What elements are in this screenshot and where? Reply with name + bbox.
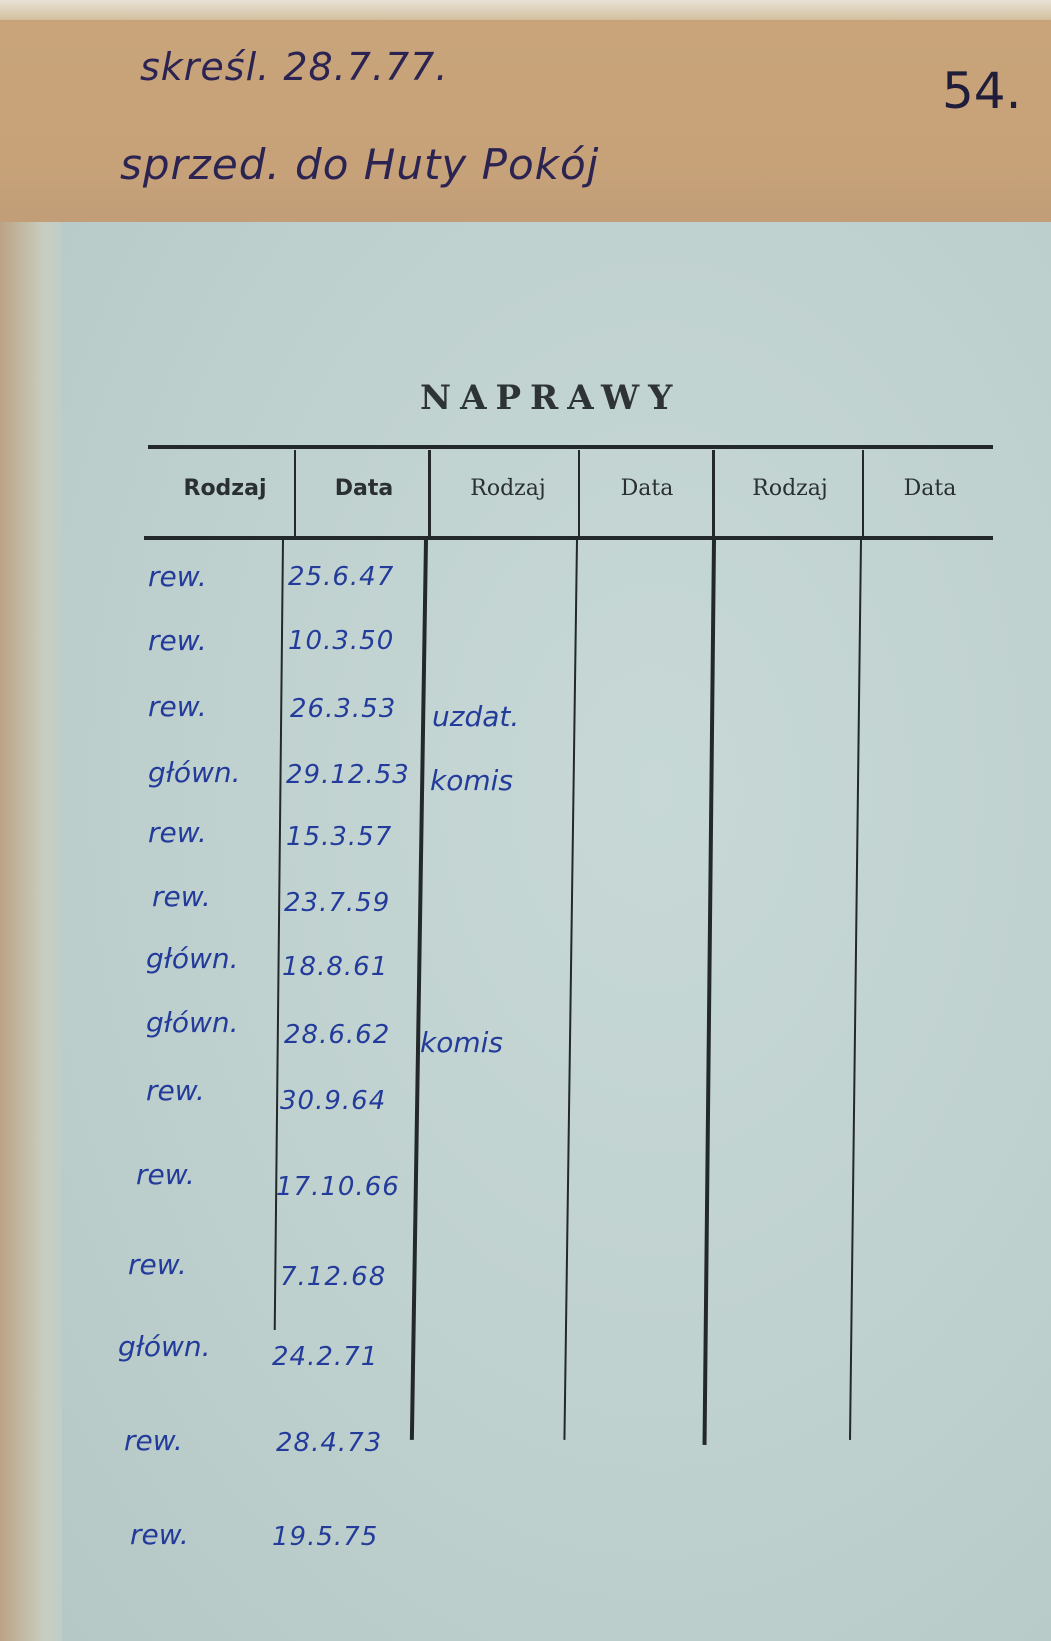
table-header-rule bbox=[144, 536, 993, 540]
column-divider-2 bbox=[428, 450, 431, 536]
row-10-kind: rew. bbox=[136, 1158, 195, 1191]
row-11-kind: rew. bbox=[128, 1248, 187, 1281]
table-top-rule bbox=[148, 445, 993, 449]
row-6-date: 23.7.59 bbox=[284, 888, 391, 918]
row-12-kind: główn. bbox=[118, 1330, 211, 1363]
row-4-kind2: komis bbox=[430, 764, 513, 797]
row-3-kind: rew. bbox=[148, 690, 207, 723]
row-2-kind: rew. bbox=[148, 624, 207, 657]
column-divider-5 bbox=[862, 450, 864, 536]
column-header-kind-3: Rodzaj bbox=[752, 476, 828, 501]
column-divider-1 bbox=[294, 450, 296, 536]
column-header-date-2: Data bbox=[620, 476, 674, 501]
column-divider-3 bbox=[578, 450, 580, 536]
row-8-date: 28.6.62 bbox=[284, 1020, 391, 1050]
row-9-kind: rew. bbox=[146, 1074, 205, 1107]
row-5-date: 15.3.57 bbox=[286, 822, 393, 852]
column-header-date-1: Data bbox=[334, 476, 394, 501]
row-7-date: 18.8.61 bbox=[282, 952, 389, 982]
row-4-kind: główn. bbox=[148, 756, 241, 789]
row-3-date: 26.3.53 bbox=[290, 694, 397, 724]
row-13-date: 28.4.73 bbox=[276, 1428, 383, 1458]
row-1-date: 25.6.47 bbox=[288, 562, 395, 592]
column-header-kind-2: Rodzaj bbox=[470, 476, 546, 501]
row-10-date: 17.10.66 bbox=[276, 1172, 400, 1202]
handwritten-note-sold: sprzed. do Huty Pokój bbox=[120, 140, 600, 189]
column-header-date-3: Data bbox=[903, 476, 957, 501]
row-11-date: 7.12.68 bbox=[280, 1262, 387, 1292]
row-2-date: 10.3.50 bbox=[288, 626, 395, 656]
row-1-kind: rew. bbox=[148, 560, 207, 593]
row-3-kind2: uzdat. bbox=[432, 700, 520, 733]
row-9-date: 30.9.64 bbox=[280, 1086, 387, 1116]
row-14-date: 19.5.75 bbox=[272, 1522, 379, 1552]
row-13-kind: rew. bbox=[124, 1424, 183, 1457]
row-5-kind: rew. bbox=[148, 816, 207, 849]
row-6-kind: rew. bbox=[152, 880, 211, 913]
row-8-kind2: komis bbox=[420, 1026, 503, 1059]
row-8-kind: główn. bbox=[146, 1006, 239, 1039]
row-7-kind: główn. bbox=[146, 942, 239, 975]
card-edge-shadow bbox=[0, 222, 62, 1641]
form-title: NAPRAWY bbox=[420, 378, 682, 418]
handwritten-note-struck-off: skreśl. 28.7.77. bbox=[140, 45, 449, 89]
row-4-date: 29.12.53 bbox=[286, 760, 410, 790]
row-12-date: 24.2.71 bbox=[272, 1342, 379, 1372]
repairs-form-card bbox=[62, 222, 1051, 1641]
page-number: 54. bbox=[942, 62, 1022, 120]
column-divider-4 bbox=[712, 450, 715, 536]
row-14-kind: rew. bbox=[130, 1518, 189, 1551]
column-header-kind-1: Rodzaj bbox=[183, 476, 267, 501]
